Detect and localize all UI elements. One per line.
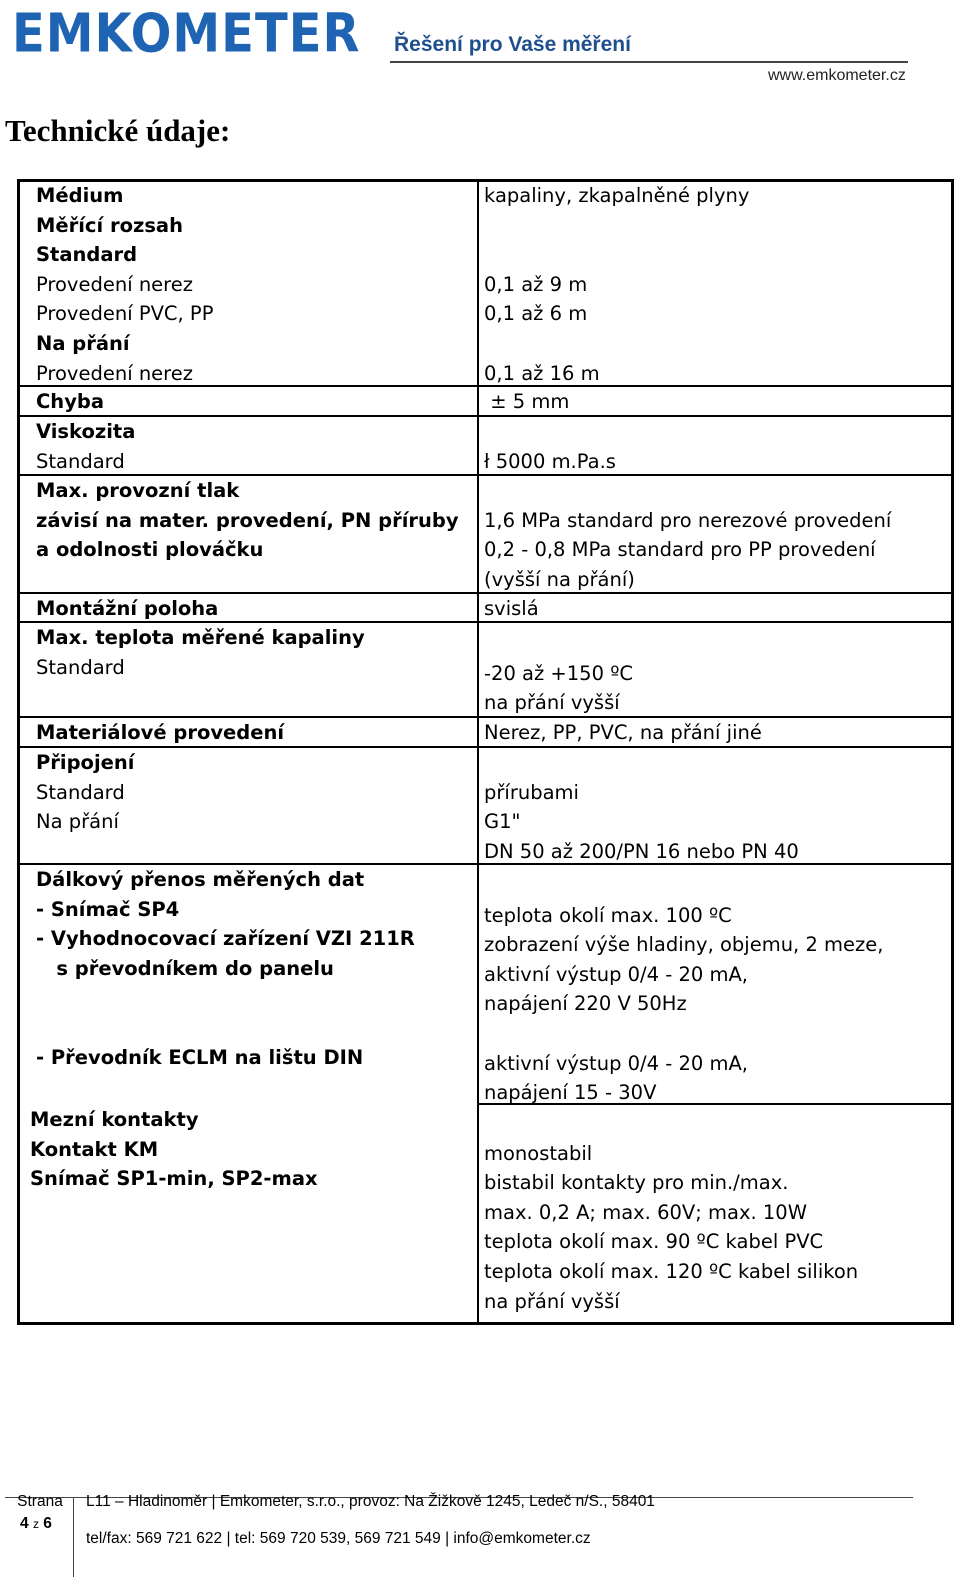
page-current: 4	[20, 1515, 29, 1532]
spec-label-line	[36, 983, 415, 1013]
spec-value-line	[484, 748, 799, 778]
spec-label-line: Standard	[36, 655, 125, 679]
spec-label-line: Montážní poloha	[36, 597, 219, 620]
page-total: 6	[43, 1515, 52, 1532]
page-title: Technické údaje:	[5, 113, 231, 148]
spec-label-line: Médium	[36, 184, 124, 207]
spec-value-line: teplota okolí max. 90 ºC kabel PVC	[484, 1230, 824, 1254]
spec-label-line: závisí na mater. provedení, PN příruby	[36, 508, 459, 532]
spec-label-cell	[36, 387, 104, 417]
spec-value-line: 0,2 - 0,8 MPa standard pro PP provedení	[484, 538, 876, 562]
page-of: z	[32, 1517, 39, 1531]
spec-value-line: na přání vyšší	[484, 1289, 620, 1313]
footer-contacts: tel/fax: 569 721 622 | tel: 569 720 539, 569 721 549 | info@emkometer.cz	[86, 1530, 591, 1547]
company-logo: EMKOMETER	[12, 2, 361, 65]
header-divider	[390, 61, 908, 63]
spec-label-cell	[36, 718, 284, 748]
spec-value-line: aktivní výstup 0/4 - 20 mA,	[484, 962, 749, 986]
spec-value-cell	[484, 594, 539, 624]
spec-label-line: Kontakt KM	[30, 1137, 159, 1161]
spec-label-cell	[36, 865, 415, 1072]
spec-value-line: bistabil kontakty pro min./max.	[484, 1171, 789, 1195]
spec-value-line: DN 50 až 200/PN 16 nebo PN 40	[484, 839, 799, 863]
spec-value-cell	[484, 476, 891, 594]
spec-label-line: s převodníkem do panelu	[36, 956, 334, 980]
spec-value-line: kapaliny, zkapalněné plyny	[484, 184, 750, 207]
footer-column-divider	[73, 1497, 74, 1577]
spec-value-line: ł 5000 m.Pa.s	[484, 449, 616, 473]
spec-label-cell	[30, 1105, 318, 1194]
spec-value-line: -20 až +150 ºC	[484, 661, 633, 685]
table-column-divider	[477, 179, 479, 1325]
spec-label-line: - Snímač SP4	[36, 897, 180, 921]
spec-label-line: Chyba	[36, 390, 105, 413]
spec-value-line	[484, 1019, 883, 1049]
spec-value-cell	[484, 417, 616, 476]
spec-label-line: Snímač SP1-min, SP2-max	[30, 1167, 318, 1191]
spec-value-line: svislá	[484, 597, 539, 620]
spec-label-line: Standard	[36, 243, 138, 267]
spec-value-line: G1"	[484, 810, 521, 834]
spec-value-cell	[484, 718, 762, 748]
spec-label-line: Max. teplota měřené kapaliny	[36, 626, 365, 649]
spec-value-cell	[484, 1109, 858, 1316]
spec-value-cell	[484, 748, 799, 866]
spec-value-line: (vyšší na přání)	[484, 567, 635, 591]
spec-label-line: Dálkový přenos měřených dat	[36, 868, 365, 891]
spec-label-line: - Převodník ECLM na lištu DIN	[36, 1045, 364, 1069]
spec-label-cell	[36, 623, 365, 682]
spec-label-line: Na přání	[36, 810, 119, 834]
spec-value-cell	[484, 387, 569, 417]
spec-label-line: - Vyhodnocovací zařízení VZI 211R	[36, 927, 415, 951]
spec-value-line	[484, 240, 749, 270]
spec-label-line: Standard	[36, 449, 125, 473]
website-link[interactable]: www.emkometer.cz	[768, 67, 906, 84]
spec-value-line: Nerez, PP, PVC, na přání jiné	[484, 721, 762, 744]
spec-label-cell	[36, 594, 218, 624]
spec-label-cell	[36, 181, 213, 388]
spec-label-line: Měřící rozsah	[36, 213, 183, 237]
spec-label-line: a odolnosti plováčku	[36, 538, 264, 562]
spec-label-line: Materiálové provedení	[36, 721, 285, 744]
spec-value-line: max. 0,2 A; max. 60V; max. 10W	[484, 1200, 807, 1224]
spec-value-line	[484, 1109, 858, 1139]
spec-value-line: 1,6 MPa standard pro nerezové provedení	[484, 508, 892, 532]
spec-value-line	[484, 871, 883, 901]
spec-value-line: zobrazení výše hladiny, objemu, 2 meze,	[484, 933, 884, 957]
spec-label-line	[36, 1013, 415, 1043]
spec-value-line: teplota okolí max. 100 ºC	[484, 903, 732, 927]
spec-value-line: napájení 15 - 30V	[484, 1081, 657, 1105]
spec-label-line: Max. provozní tlak	[36, 479, 240, 502]
spec-value-line: 0,1 až 9 m	[484, 272, 588, 296]
spec-label-line: Provedení nerez	[36, 361, 193, 385]
spec-value-line: přírubami	[484, 780, 579, 804]
spec-value-line	[484, 417, 616, 447]
spec-value-line	[484, 629, 633, 659]
footer-page-label: Strana	[17, 1493, 63, 1510]
spec-value-line: monostabil	[484, 1141, 593, 1165]
spec-label-line: Provedení nerez	[36, 272, 193, 296]
spec-value-line: na přání vyšší	[484, 691, 620, 715]
spec-value-line	[484, 329, 749, 359]
spec-label-line: Standard	[36, 780, 125, 804]
spec-label-line: Mezní kontakty	[30, 1108, 199, 1131]
spec-value-line: 0,1 až 16 m	[484, 361, 600, 385]
spec-value-cell	[484, 181, 749, 388]
spec-value-line: ± 5 mm	[484, 390, 570, 413]
spec-value-line: 0,1 až 6 m	[484, 302, 588, 326]
spec-label-line: Připojení	[36, 751, 135, 774]
spec-value-line	[484, 476, 891, 506]
footer-page-number	[20, 1515, 52, 1533]
company-tagline: Řešení pro Vaše měření	[394, 33, 631, 56]
spec-label-cell	[36, 748, 134, 837]
spec-value-line	[484, 211, 749, 241]
spec-value-line: aktivní výstup 0/4 - 20 mA,	[484, 1051, 749, 1075]
spec-label-line: Na přání	[36, 331, 130, 355]
spec-value-line: teplota okolí max. 120 ºC kabel silikon	[484, 1259, 859, 1283]
spec-label-cell	[36, 417, 135, 476]
spec-label-line: Provedení PVC, PP	[36, 302, 214, 326]
spec-label-line: Viskozita	[36, 420, 136, 443]
spec-value-line: napájení 220 V 50Hz	[484, 992, 687, 1016]
footer-address: L11 – Hladinoměr | Emkometer, s.r.o., provoz: Na Žižkově 1245, Ledeč n/S., 58401	[86, 1493, 655, 1510]
spec-label-cell	[36, 476, 459, 565]
spec-value-cell	[484, 871, 883, 1108]
spec-value-cell	[484, 629, 633, 718]
